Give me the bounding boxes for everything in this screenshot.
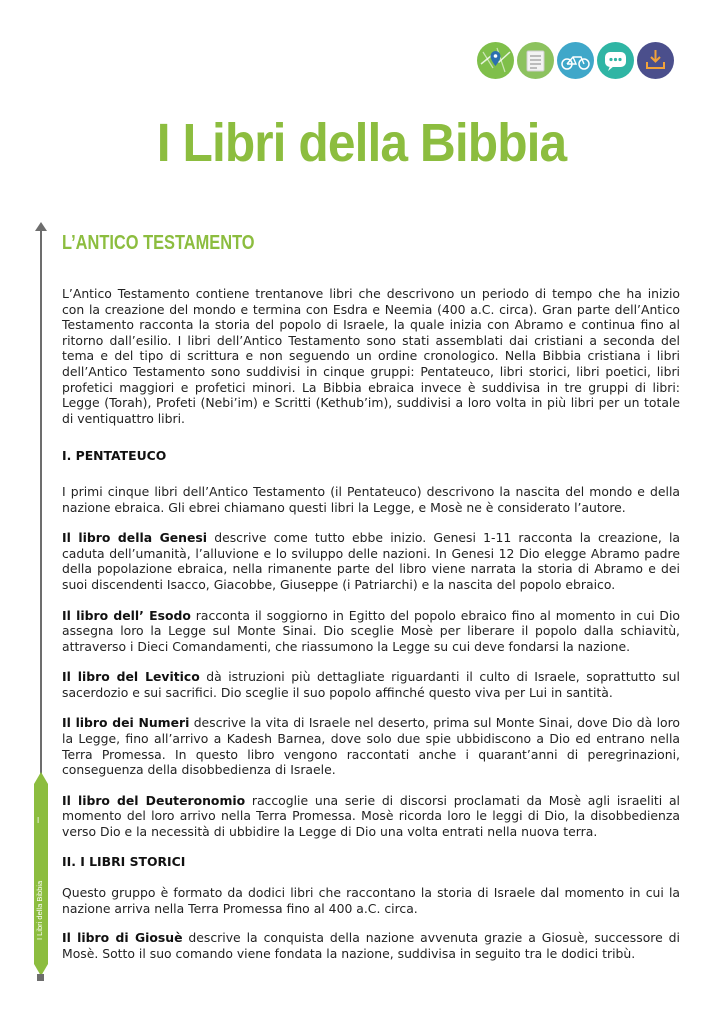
book-levitico <box>62 669 680 700</box>
page-title: I Libri della Bibbia <box>156 113 567 173</box>
chat-bubble-icon[interactable] <box>597 42 634 79</box>
book-text: raccoglie una serie di discorsi proclamati da Mosè agli israeliti al momento del loro arrivo nella Terra Promessa. Mosè ricorda loro le leggi di Dio, la disobbedienza verso Dio e la necessità di ubbidire la Legge di Dio una volta entrati nella nuova terra. <box>62 792 680 840</box>
map-pin-icon[interactable] <box>477 42 514 79</box>
book-name: Il libro di Giosuè <box>62 930 183 946</box>
book-text: racconta il soggiorno in Egitto del popolo ebraico fino al momento in cui Dio assegna loro la Legge sul Monte Sinai. Dio sceglie Mosè per liberare il popolo dalla schiavitù, attraverso i Dieci Comandamenti, che riassumono la Legge su cui deve fondarsi la nazione. <box>62 607 680 654</box>
sidebar-page-marker: I <box>37 816 40 825</box>
rule-end-square <box>37 974 44 981</box>
notes-icon[interactable] <box>517 42 554 79</box>
content-body <box>62 286 680 962</box>
book-text: dà istruzioni più dettagliate riguardanti il culto di Israele, soprattutto sul sacerdozio e sui sacrifici. Dio sceglie il suo popolo affinché questo viva per Lui in santità. <box>62 669 680 700</box>
book-name: Il libro dell’ Esodo <box>62 607 191 623</box>
download-icon[interactable] <box>637 42 674 79</box>
book-numeri <box>62 715 680 777</box>
book-text: descrive come tutto ebbe inizio. Genesi 1-11 racconta la creazione, la caduta dell’umanità, l’alluvione e lo sviluppo delle nazioni. In Genesi 12 Dio elegge Abramo padre della popolazione ebraica, nella rimanente parte del libro viene narrata la storia di Abramo e dei suoi discendenti Isacco, Giacobbe, Giuseppe (i Patriarchi) e la nascita del popolo ebraico. <box>62 530 680 592</box>
book-giosue <box>62 930 680 961</box>
heading-storici: II. I LIBRI STORICI <box>62 853 186 869</box>
tandem-bike-icon[interactable] <box>557 42 594 79</box>
book-text: descrive la vita di Israele nel deserto, prima sul Monte Sinai, dove Dio dà loro la Legge, fino all’arrivo a Kadesh Barnea, dove solo due spie ubbidiscono a Dio ed entrano nella Terra Promessa. In questo libro vengono raccontati anche i quarant’anni di peregrinazioni, conseguenza della disobbedienza di Israele. <box>62 715 681 778</box>
book-genesi <box>62 530 680 592</box>
book-name: Il libro del Deuteronomio <box>62 792 246 808</box>
sidebar-label: I Libri della Bibbia <box>35 880 44 940</box>
book-name: Il libro dei Numeri <box>62 715 190 731</box>
book-esodo <box>62 608 680 655</box>
book-name: Il libro del Levitico <box>62 669 200 685</box>
heading-pentateuco: I. PENTATEUCO <box>62 448 167 464</box>
book-text: descrive la conquista della nazione avvenuta grazie a Giosuè, successore di Mosè. Sotto il suo comando viene fondata la nazione, suddivisa in seguito tra le dodici tribù. <box>62 930 680 961</box>
book-deuteronomio <box>62 793 680 840</box>
header-icon-bar <box>477 42 674 79</box>
pentateuco-intro: I primi cinque libri dell’Antico Testamento (il Pentateuco) descrivono la nascita del mondo e della nazione ebraica. Gli ebrei chiamano questi libri la Legge, e Mosè ne è considerato l’autore. <box>62 483 680 515</box>
book-name: Il libro della Genesi <box>62 530 208 546</box>
storici-intro: Questo gruppo è formato da dodici libri che raccontano la storia di Israele dal momento in cui la nazione arriva nella Terra Promessa fino al 400 a.C. circa. <box>62 885 680 916</box>
section-title: L’ANTICO TESTAMENTO <box>62 232 255 254</box>
intro-paragraph: L’Antico Testamento contiene trentanove libri che descrivono un periodo di tempo che ha inizio con la creazione del mondo e termina con Esdra e Neemia (400 a.C. circa). Gran parte dell’Antico Testamento racconta la storia del popolo di Israele, la quale inizia con Abramo e continua fino al ritorno dall’esilio. I libri dell’Antico Testamento sono stati assemblati dai cristiani a seconda del tema e del tipo di scrittura e non seguendo un ordine cronologico. Nella Bibbia cristiana i libri dell’Antico Testamento sono suddivisi in cinque gruppi: Pentateuco, libri storici, libri poetici, libri profetici maggiori e profetici minori. La Bibbia ebraica invece è suddivisa in tre gruppi di libri: Legge (Torah), Profeti (Nebi’im) e Scritti (Kethub’im), suddivisi a loro volta in più libri per un totale di ventiquattro libri. <box>62 286 680 426</box>
